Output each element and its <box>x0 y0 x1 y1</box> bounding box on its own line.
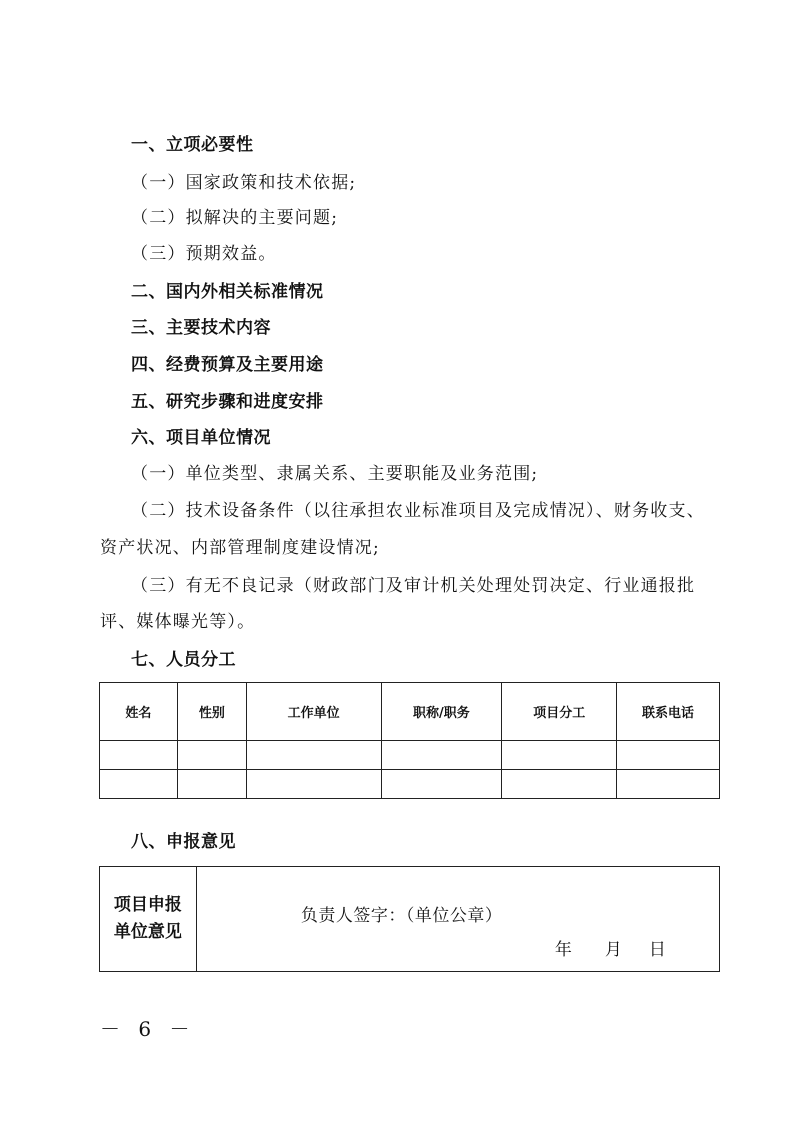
table-cell <box>246 770 381 799</box>
table-cell <box>617 741 720 770</box>
table-row <box>100 741 720 770</box>
section-1-item-3: （三）预期效益。 <box>131 244 277 264</box>
signature-line: 负责人签字：（单位公章） <box>300 906 503 926</box>
application-opinion-table <box>99 866 720 972</box>
opinion-label-line-2: 单位意见 <box>113 922 182 942</box>
table-cell <box>177 741 246 770</box>
header-gender: 性别 <box>177 683 246 741</box>
page-number: － 6 － <box>100 1017 196 1041</box>
section-6-item-1: （一）单位类型、隶属关系、主要职能及业务范围; <box>131 464 539 484</box>
section-6-item-3-continued: 评、媒体曝光等）。 <box>100 612 256 632</box>
section-heading-5: 五、研究步骤和进度安排 <box>131 392 324 412</box>
section-heading-3: 三、主要技术内容 <box>131 318 271 338</box>
date-month: 月 <box>604 940 622 960</box>
table-cell <box>246 741 381 770</box>
section-heading-4: 四、经费预算及主要用途 <box>131 355 324 375</box>
table-cell <box>502 770 617 799</box>
header-title-position: 职称/职务 <box>381 683 502 741</box>
section-heading-6: 六、项目单位情况 <box>131 428 271 448</box>
table-cell <box>502 741 617 770</box>
header-project-role: 项目分工 <box>502 683 617 741</box>
header-work-unit: 工作单位 <box>246 683 381 741</box>
table-cell <box>617 770 720 799</box>
section-1-item-1: （一）国家政策和技术依据; <box>131 173 357 193</box>
table-cell <box>100 741 178 770</box>
table-header-row <box>100 683 720 741</box>
opinion-content-cell <box>196 867 719 972</box>
section-heading-2: 二、国内外相关标准情况 <box>131 282 324 302</box>
section-6-item-3: （三）有无不良记录（财政部门及审计机关处理处罚决定、行业通报批 <box>131 576 696 596</box>
header-name: 姓名 <box>100 683 178 741</box>
table-cell <box>381 741 502 770</box>
opinion-label-cell <box>100 867 197 972</box>
section-heading-8: 八、申报意见 <box>131 832 236 852</box>
table-row <box>100 770 720 799</box>
table-cell <box>177 770 246 799</box>
section-6-item-2: （二）技术设备条件（以往承担农业标准项目及完成情况）、财务收支、 <box>131 501 705 521</box>
staff-assignment-table <box>99 682 720 799</box>
section-heading-7: 七、人员分工 <box>131 650 236 670</box>
section-6-item-2-continued: 资产状况、内部管理制度建设情况; <box>100 538 380 558</box>
date-year: 年 <box>554 940 572 960</box>
table-cell <box>381 770 502 799</box>
table-cell <box>100 770 178 799</box>
section-1-item-2: （二）拟解决的主要问题; <box>131 208 339 228</box>
date-day: 日 <box>648 940 666 960</box>
section-heading-1: 一、立项必要性 <box>131 135 254 155</box>
header-phone: 联系电话 <box>617 683 720 741</box>
opinion-label-line-1: 项目申报 <box>113 895 182 915</box>
